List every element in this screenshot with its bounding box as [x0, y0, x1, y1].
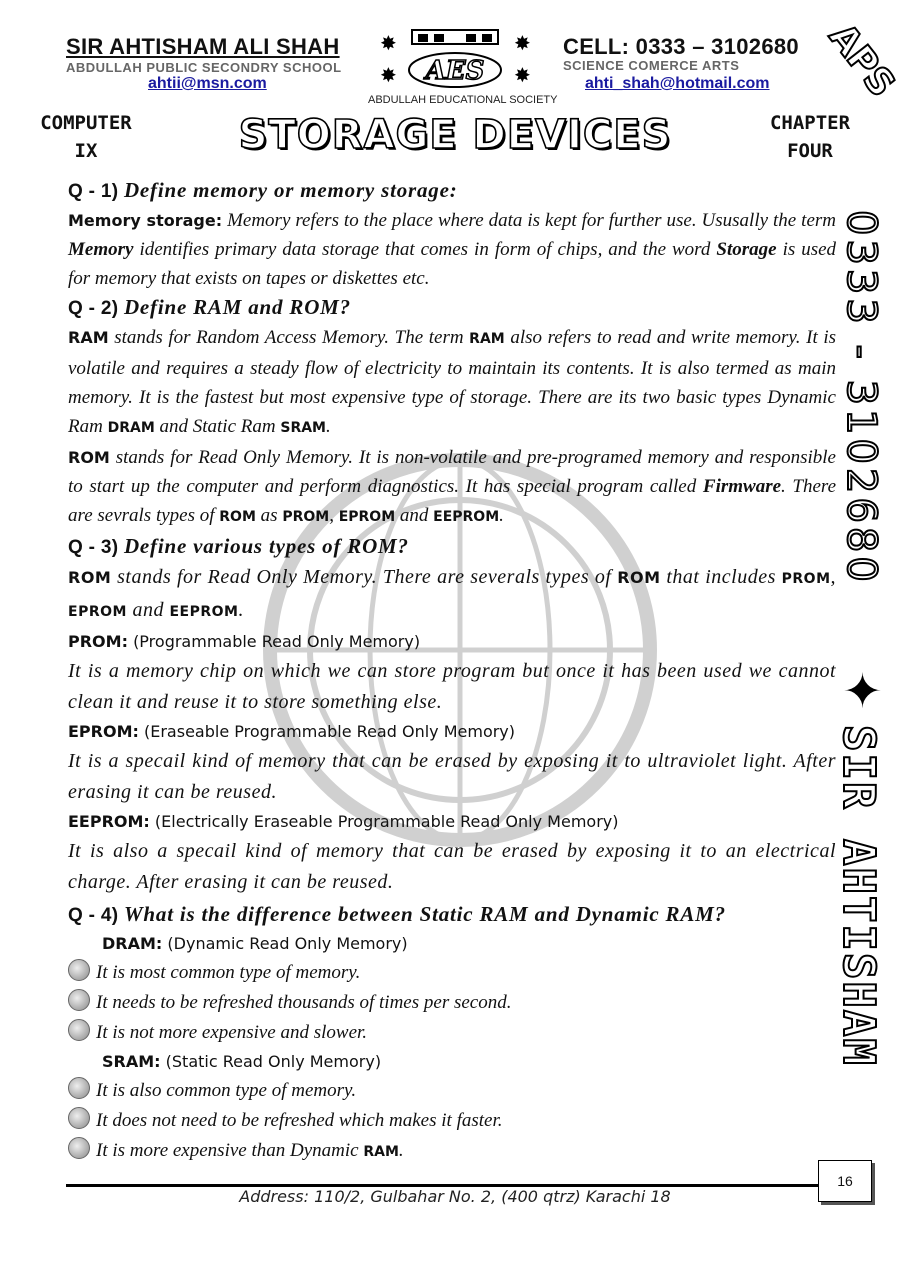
footer-address: Address: 110/2, Gulbahar No. 2, (400 qtrz) Karachi 18 [239, 1187, 671, 1206]
email-right-link[interactable]: ahti_shah@hotmail.com [585, 75, 770, 92]
q1-text2: identifies primary data storage that comes in form of chips, and the word [139, 239, 711, 260]
cell-number: CELL: 0333 – 3102680 [563, 34, 799, 59]
q2-question: Define RAM and ROM? [123, 295, 351, 319]
q2-eprom: EPROM [338, 509, 396, 525]
globe-bullet-icon [68, 989, 90, 1011]
side-banner [830, 200, 890, 1160]
sram-heading [102, 1048, 836, 1076]
page-number: 16 [818, 1160, 872, 1202]
globe-bullet-icon [68, 1137, 90, 1159]
list-item [68, 1106, 836, 1136]
q3-rom: ROM [68, 568, 112, 587]
prom-text: It is a memory chip on which we can store program but once it has been used we cannot clean it and reuse it to store something else. [68, 660, 836, 713]
q3-intro: ROM stands for Read Only Memory. There are severals types of ROM that includes PROM, EPROM and EEPROM. [68, 566, 837, 621]
globe-bullet-icon [68, 1077, 90, 1099]
prom-label: PROM: [68, 632, 128, 651]
q2-rom-answer: ROM stands for Read Only Memory. It is non-volatile and pre-programed memory and responsible to start up the computer and perform diagnostics. It has special program called Firmware. There are sevrals types of ROM as PROM, EPROM and EEPROM. [68, 447, 837, 526]
dram-full: (Dynamic Read Only Memory) [167, 934, 408, 953]
star-icon: ✦ [833, 670, 889, 711]
q3-and: and [132, 599, 164, 621]
subject-line2: IX [74, 140, 98, 162]
q1-question: Define memory or memory storage: [123, 178, 458, 202]
q2-ram: RAM [68, 328, 109, 347]
q2-dram: DRAM [107, 420, 155, 436]
list-item: It is more expensive than Dynamic RAM. [68, 1136, 836, 1167]
eeprom-heading [68, 808, 836, 836]
q3-prom: PROM [781, 571, 831, 587]
subject-line1: COMPUTER [40, 112, 132, 134]
list-item [68, 1018, 836, 1048]
sram-label: SRAM: [102, 1052, 161, 1071]
sram-point-1: It is also common type of memory. [96, 1080, 357, 1101]
q3-intro2: that includes [666, 566, 776, 588]
q2-and: and Static Ram [159, 416, 276, 437]
content-area [68, 176, 836, 1167]
q2-eeprom: EEPROM [433, 509, 500, 525]
q2-ram-text1: stands for Random Access Memory. The term [114, 327, 464, 348]
star-icon: ✸ [380, 33, 397, 55]
eprom-text: It is a specail kind of memory that can be erased by exposing it to ultraviolet light. After erasing it can be reused. [68, 750, 836, 803]
dram-point-3: It is not more expensive and slower. [96, 1022, 368, 1043]
q2-rom: ROM [68, 448, 110, 467]
q1-storage: Storage [716, 239, 777, 260]
star-icon: ✸ [514, 65, 531, 87]
question-4 [68, 900, 836, 930]
sram-point-3: It is more expensive than Dynamic [96, 1140, 359, 1161]
prom-heading [68, 628, 836, 656]
aps-badge [808, 8, 904, 118]
list-item [68, 988, 836, 1018]
star-icon: ✸ [380, 65, 397, 87]
q2-firmware: Firmware [702, 476, 782, 497]
q2-sram: SRAM [280, 420, 326, 436]
author-name: SIR AHTISHAM ALI SHAH [66, 34, 340, 59]
eeprom-full: (Electrically Eraseable Programmable Read Only Memory) [154, 812, 619, 831]
eprom-full: (Eraseable Programmable Read Only Memory) [144, 722, 516, 741]
q2-ram-text2: also refers to read and write memory. It is volatile and requires a steady flow of electricity to maintain its contents. It is also termed as main memory. It is the fastest but most expensive type of storage. There are its two basic types Dynamic Ram [68, 327, 837, 437]
eeprom-label: EEPROM: [68, 812, 150, 831]
question-1 [68, 176, 836, 206]
q2-and2: and [399, 505, 429, 526]
q1-answer [68, 206, 836, 293]
eprom-heading [68, 718, 836, 746]
eeprom-text: It is also a specail kind of memory that can be erased by exposing it to an electrical charge. After erasing it can be reused. [68, 840, 836, 893]
globe-bullet-icon [68, 1019, 90, 1041]
q2-ram-answer: RAM stands for Random Access Memory. The term RAM also refers to read and write memory. It is volatile and requires a steady flow of electricity to maintain its contents. It is also termed as main memory. It is the fastest but most expensive type of storage. There are its two basic types Dynamic Ram DRAM and Static Ram SRAM. [68, 327, 837, 437]
q4-question: What is the difference between Static RAM and Dynamic RAM? [123, 902, 726, 926]
q3-eeprom: EEPROM [169, 604, 239, 620]
globe-bullet-icon [68, 959, 90, 981]
q1-memory: Memory [68, 239, 134, 260]
list-item [68, 1076, 836, 1106]
q2-rom-text1: stands for Read Only Memory. It is non-volatile and pre-programed memory and responsible to start up the computer and perform diagnostics. It has special program called [68, 447, 836, 497]
q1-label: Q - 1) [68, 181, 119, 202]
sram-point-ram: RAM [363, 1144, 399, 1160]
q1-text1: Memory refers to the place where data is kept for further use. Ususally the term [227, 210, 837, 231]
prom-full: (Programmable Read Only Memory) [133, 632, 421, 651]
side-phone: 0333 - 3102680 [838, 210, 884, 586]
email-left-link[interactable]: ahtii@msn.com [148, 75, 267, 92]
q3-intro1: stands for Read Only Memory. There are severals types of [117, 566, 612, 588]
eprom-label: EPROM: [68, 722, 139, 741]
q2-ram-inline: RAM [469, 331, 505, 347]
q3-rom-inline: ROM [617, 568, 661, 587]
side-name: SIR AHTISHAM [833, 725, 884, 1067]
q2-rom-text2: . There are sevrals types of [68, 476, 837, 526]
streams-text: SCIENCE COMERCE ARTS [563, 58, 740, 73]
dram-label: DRAM: [102, 934, 163, 953]
q1-term: Memory storage: [68, 211, 223, 230]
q2-label: Q - 2) [68, 298, 119, 319]
q3-eprom: EPROM [68, 604, 127, 620]
sram-point-2: It does not need to be refreshed which makes it faster. [96, 1110, 503, 1131]
chapter-line2: FOUR [787, 140, 833, 162]
star-icon: ✸ [514, 33, 531, 55]
q3-label: Q - 3) [68, 537, 119, 558]
q2-prom: PROM [282, 509, 330, 525]
q2-as: as [260, 505, 278, 526]
dram-point-1: It is most common type of memory. [96, 962, 361, 983]
q2-rom-inline: ROM [219, 509, 256, 525]
society-name: ABDULLAH EDUCATIONAL SOCIETY [368, 94, 558, 106]
dram-point-2: It needs to be refreshed thousands of times per second. [96, 992, 512, 1013]
school-name: ABDULLAH PUBLIC SECONDRY SCHOOL [66, 60, 342, 75]
q1-text3: is used for memory that exists on tapes or diskettes etc. [68, 239, 837, 289]
q3-question: Define various types of ROM? [123, 534, 409, 558]
aps-text: APS [820, 16, 903, 105]
sram-full: (Static Read Only Memory) [165, 1052, 382, 1071]
globe-bullet-icon [68, 1107, 90, 1129]
aes-logo [372, 22, 542, 98]
chapter-line1: CHAPTER [769, 112, 851, 134]
page-title: STORAGE DEVICES [238, 112, 672, 158]
question-3 [68, 532, 836, 562]
logo-text: AES [425, 56, 485, 86]
dram-heading [102, 930, 836, 958]
list-item [68, 958, 836, 988]
question-2 [68, 293, 836, 323]
q4-label: Q - 4) [68, 905, 119, 926]
